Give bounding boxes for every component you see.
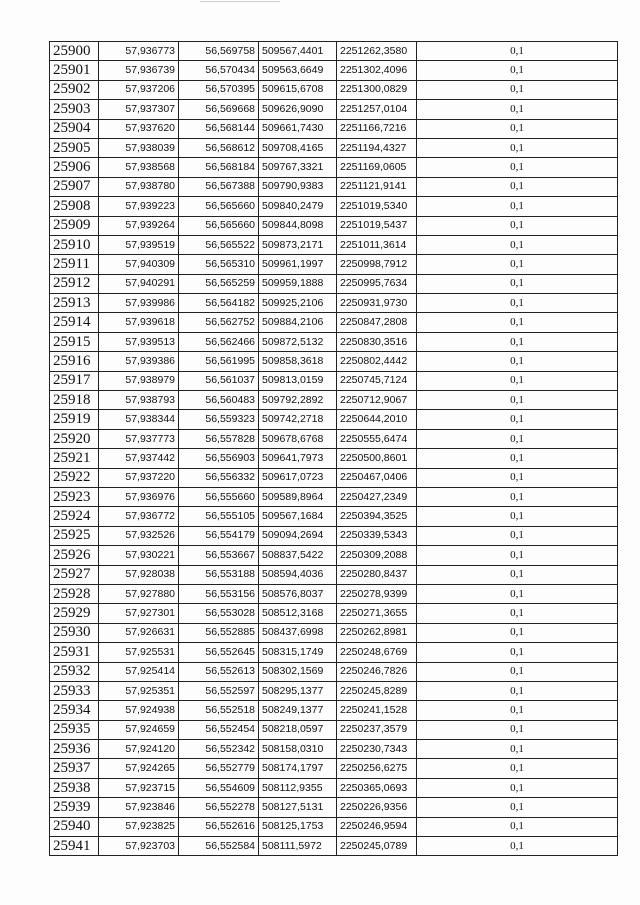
table-row [50,449,618,468]
y-coordinate-cell: 2250278,9399 [337,584,417,603]
table-row [50,274,618,293]
accuracy-cell: 0,1 [417,507,618,526]
point-number-cell: 25927 [50,565,99,584]
y-coordinate-cell: 2250246,9594 [337,817,417,836]
y-coordinate-cell: 2250467,0406 [337,468,417,487]
latitude-cell: 57,939513 [99,332,179,351]
table-row [50,197,618,216]
longitude-cell: 56,564182 [179,294,259,313]
x-coordinate-cell: 509563,6649 [259,61,337,80]
table-row [50,662,618,681]
latitude-cell: 57,939986 [99,294,179,313]
table-row [50,216,618,235]
accuracy-cell: 0,1 [417,720,618,739]
accuracy-cell: 0,1 [417,158,618,177]
y-coordinate-cell: 2251262,3580 [337,42,417,61]
table-row [50,119,618,138]
longitude-cell: 56,565660 [179,197,259,216]
accuracy-cell: 0,1 [417,42,618,61]
point-number-cell: 25900 [50,42,99,61]
y-coordinate-cell: 2250237,3579 [337,720,417,739]
accuracy-cell: 0,1 [417,681,618,700]
latitude-cell: 57,939386 [99,352,179,371]
longitude-cell: 56,565660 [179,216,259,235]
latitude-cell: 57,936976 [99,487,179,506]
longitude-cell: 56,570434 [179,61,259,80]
longitude-cell: 56,561037 [179,371,259,390]
table-row [50,604,618,623]
longitude-cell: 56,552584 [179,837,259,856]
table-row [50,100,618,119]
table-row [50,42,618,61]
table-row [50,546,618,565]
y-coordinate-cell: 2250262,8981 [337,623,417,642]
longitude-cell: 56,568144 [179,119,259,138]
x-coordinate-cell: 508594,4036 [259,565,337,584]
longitude-cell: 56,559323 [179,410,259,429]
accuracy-cell: 0,1 [417,662,618,681]
longitude-cell: 56,557828 [179,429,259,448]
accuracy-cell: 0,1 [417,177,618,196]
coordinates-table-body [50,42,618,856]
x-coordinate-cell: 508302,1569 [259,662,337,681]
point-number-cell: 25920 [50,429,99,448]
table-row [50,740,618,759]
latitude-cell: 57,924659 [99,720,179,739]
x-coordinate-cell: 509641,7973 [259,449,337,468]
longitude-cell: 56,565259 [179,274,259,293]
accuracy-cell: 0,1 [417,643,618,662]
table-row [50,80,618,99]
point-number-cell: 25916 [50,352,99,371]
latitude-cell: 57,937620 [99,119,179,138]
x-coordinate-cell: 509925,2106 [259,294,337,313]
accuracy-cell: 0,1 [417,759,618,778]
point-number-cell: 25903 [50,100,99,119]
y-coordinate-cell: 2250248,6769 [337,643,417,662]
y-coordinate-cell: 2250241,1528 [337,701,417,720]
point-number-cell: 25915 [50,332,99,351]
longitude-cell: 56,553188 [179,565,259,584]
y-coordinate-cell: 2250339,5343 [337,526,417,545]
point-number-cell: 25940 [50,817,99,836]
point-number-cell: 25917 [50,371,99,390]
x-coordinate-cell: 509961,1997 [259,255,337,274]
point-number-cell: 25925 [50,526,99,545]
x-coordinate-cell: 508112,9355 [259,778,337,797]
y-coordinate-cell: 2250998,7912 [337,255,417,274]
latitude-cell: 57,923703 [99,837,179,856]
point-number-cell: 25934 [50,701,99,720]
point-number-cell: 25936 [50,740,99,759]
accuracy-cell: 0,1 [417,391,618,410]
longitude-cell: 56,570395 [179,80,259,99]
latitude-cell: 57,927880 [99,584,179,603]
x-coordinate-cell: 509567,1684 [259,507,337,526]
longitude-cell: 56,565310 [179,255,259,274]
table-row [50,391,618,410]
x-coordinate-cell: 508315,1749 [259,643,337,662]
longitude-cell: 56,552597 [179,681,259,700]
x-coordinate-cell: 508437,6998 [259,623,337,642]
x-coordinate-cell: 509708,4165 [259,138,337,157]
point-number-cell: 25918 [50,391,99,410]
y-coordinate-cell: 2250500,8601 [337,449,417,468]
x-coordinate-cell: 508125,1753 [259,817,337,836]
latitude-cell: 57,938344 [99,410,179,429]
longitude-cell: 56,553156 [179,584,259,603]
point-number-cell: 25910 [50,235,99,254]
x-coordinate-cell: 508174,1797 [259,759,337,778]
accuracy-cell: 0,1 [417,701,618,720]
latitude-cell: 57,936772 [99,507,179,526]
longitude-cell: 56,553028 [179,604,259,623]
longitude-cell: 56,554609 [179,778,259,797]
latitude-cell: 57,924265 [99,759,179,778]
latitude-cell: 57,924120 [99,740,179,759]
longitude-cell: 56,555660 [179,487,259,506]
table-row [50,623,618,642]
longitude-cell: 56,552342 [179,740,259,759]
table-row [50,817,618,836]
longitude-cell: 56,552518 [179,701,259,720]
point-number-cell: 25941 [50,837,99,856]
longitude-cell: 56,569668 [179,100,259,119]
x-coordinate-cell: 508512,3168 [259,604,337,623]
longitude-cell: 56,562466 [179,332,259,351]
y-coordinate-cell: 2250394,3525 [337,507,417,526]
point-number-cell: 25931 [50,643,99,662]
longitude-cell: 56,565522 [179,235,259,254]
point-number-cell: 25911 [50,255,99,274]
y-coordinate-cell: 2251011,3614 [337,235,417,254]
x-coordinate-cell: 509661,7430 [259,119,337,138]
accuracy-cell: 0,1 [417,313,618,332]
table-row [50,778,618,797]
longitude-cell: 56,552645 [179,643,259,662]
accuracy-cell: 0,1 [417,138,618,157]
point-number-cell: 25906 [50,158,99,177]
table-row [50,759,618,778]
point-number-cell: 25932 [50,662,99,681]
accuracy-cell: 0,1 [417,410,618,429]
y-coordinate-cell: 2250280,8437 [337,565,417,584]
y-coordinate-cell: 2250309,2088 [337,546,417,565]
accuracy-cell: 0,1 [417,197,618,216]
latitude-cell: 57,938039 [99,138,179,157]
point-number-cell: 25921 [50,449,99,468]
top-rule-line [200,1,280,2]
y-coordinate-cell: 2250931,9730 [337,294,417,313]
accuracy-cell: 0,1 [417,235,618,254]
point-number-cell: 25924 [50,507,99,526]
y-coordinate-cell: 2250427,2349 [337,487,417,506]
y-coordinate-cell: 2250230,7343 [337,740,417,759]
point-number-cell: 25937 [50,759,99,778]
table-row [50,584,618,603]
point-number-cell: 25923 [50,487,99,506]
latitude-cell: 57,925414 [99,662,179,681]
accuracy-cell: 0,1 [417,584,618,603]
y-coordinate-cell: 2251019,5437 [337,216,417,235]
point-number-cell: 25905 [50,138,99,157]
table-row [50,255,618,274]
table-row [50,138,618,157]
longitude-cell: 56,552885 [179,623,259,642]
x-coordinate-cell: 509884,2106 [259,313,337,332]
latitude-cell: 57,923846 [99,798,179,817]
x-coordinate-cell: 509626,9090 [259,100,337,119]
accuracy-cell: 0,1 [417,294,618,313]
longitude-cell: 56,556332 [179,468,259,487]
coordinates-table [49,41,618,856]
y-coordinate-cell: 2250995,7634 [337,274,417,293]
latitude-cell: 57,939264 [99,216,179,235]
longitude-cell: 56,552779 [179,759,259,778]
x-coordinate-cell: 509858,3618 [259,352,337,371]
point-number-cell: 25907 [50,177,99,196]
point-number-cell: 25935 [50,720,99,739]
accuracy-cell: 0,1 [417,274,618,293]
accuracy-cell: 0,1 [417,352,618,371]
x-coordinate-cell: 509813,0159 [259,371,337,390]
table-row [50,177,618,196]
accuracy-cell: 0,1 [417,546,618,565]
y-coordinate-cell: 2251300,0829 [337,80,417,99]
point-number-cell: 25922 [50,468,99,487]
longitude-cell: 56,569758 [179,42,259,61]
point-number-cell: 25928 [50,584,99,603]
accuracy-cell: 0,1 [417,526,618,545]
table-row [50,681,618,700]
accuracy-cell: 0,1 [417,817,618,836]
longitude-cell: 56,554179 [179,526,259,545]
point-number-cell: 25901 [50,61,99,80]
y-coordinate-cell: 2251019,5340 [337,197,417,216]
longitude-cell: 56,567388 [179,177,259,196]
latitude-cell: 57,936773 [99,42,179,61]
y-coordinate-cell: 2250245,8289 [337,681,417,700]
y-coordinate-cell: 2251169,0605 [337,158,417,177]
point-number-cell: 25904 [50,119,99,138]
table-row [50,701,618,720]
latitude-cell: 57,939618 [99,313,179,332]
y-coordinate-cell: 2251302,4096 [337,61,417,80]
x-coordinate-cell: 509790,9383 [259,177,337,196]
x-coordinate-cell: 509742,2718 [259,410,337,429]
x-coordinate-cell: 509873,2171 [259,235,337,254]
point-number-cell: 25930 [50,623,99,642]
point-number-cell: 25938 [50,778,99,797]
y-coordinate-cell: 2251194,4327 [337,138,417,157]
accuracy-cell: 0,1 [417,468,618,487]
y-coordinate-cell: 2250830,3516 [337,332,417,351]
x-coordinate-cell: 509589,8964 [259,487,337,506]
accuracy-cell: 0,1 [417,740,618,759]
y-coordinate-cell: 2251166,7216 [337,119,417,138]
x-coordinate-cell: 509615,6708 [259,80,337,99]
longitude-cell: 56,556903 [179,449,259,468]
y-coordinate-cell: 2250745,7124 [337,371,417,390]
latitude-cell: 57,940309 [99,255,179,274]
accuracy-cell: 0,1 [417,332,618,351]
y-coordinate-cell: 2250847,2808 [337,313,417,332]
table-row [50,565,618,584]
longitude-cell: 56,552616 [179,817,259,836]
table-row [50,235,618,254]
table-row [50,410,618,429]
y-coordinate-cell: 2250245,0789 [337,837,417,856]
latitude-cell: 57,926631 [99,623,179,642]
table-row [50,507,618,526]
accuracy-cell: 0,1 [417,216,618,235]
accuracy-cell: 0,1 [417,100,618,119]
accuracy-cell: 0,1 [417,565,618,584]
table-row [50,643,618,662]
accuracy-cell: 0,1 [417,837,618,856]
longitude-cell: 56,568184 [179,158,259,177]
accuracy-cell: 0,1 [417,798,618,817]
y-coordinate-cell: 2251121,9141 [337,177,417,196]
latitude-cell: 57,936739 [99,61,179,80]
x-coordinate-cell: 509567,4401 [259,42,337,61]
y-coordinate-cell: 2251257,0104 [337,100,417,119]
y-coordinate-cell: 2250256,6275 [337,759,417,778]
accuracy-cell: 0,1 [417,778,618,797]
x-coordinate-cell: 509872,5132 [259,332,337,351]
table-row [50,720,618,739]
accuracy-cell: 0,1 [417,255,618,274]
latitude-cell: 57,937220 [99,468,179,487]
longitude-cell: 56,553667 [179,546,259,565]
latitude-cell: 57,925351 [99,681,179,700]
y-coordinate-cell: 2250365,0693 [337,778,417,797]
x-coordinate-cell: 508218,0597 [259,720,337,739]
point-number-cell: 25908 [50,197,99,216]
table-row [50,526,618,545]
latitude-cell: 57,925531 [99,643,179,662]
longitude-cell: 56,562752 [179,313,259,332]
x-coordinate-cell: 508295,1377 [259,681,337,700]
latitude-cell: 57,939519 [99,235,179,254]
accuracy-cell: 0,1 [417,623,618,642]
x-coordinate-cell: 509617,0723 [259,468,337,487]
x-coordinate-cell: 509792,2892 [259,391,337,410]
latitude-cell: 57,939223 [99,197,179,216]
longitude-cell: 56,552613 [179,662,259,681]
point-number-cell: 25919 [50,410,99,429]
x-coordinate-cell: 509959,1888 [259,274,337,293]
point-number-cell: 25902 [50,80,99,99]
latitude-cell: 57,940291 [99,274,179,293]
latitude-cell: 57,932526 [99,526,179,545]
y-coordinate-cell: 2250226,9356 [337,798,417,817]
latitude-cell: 57,923715 [99,778,179,797]
latitude-cell: 57,937206 [99,80,179,99]
point-number-cell: 25929 [50,604,99,623]
x-coordinate-cell: 509840,2479 [259,197,337,216]
y-coordinate-cell: 2250271,3655 [337,604,417,623]
latitude-cell: 57,938793 [99,391,179,410]
point-number-cell: 25914 [50,313,99,332]
table-row [50,352,618,371]
x-coordinate-cell: 508249,1377 [259,701,337,720]
table-row [50,313,618,332]
point-number-cell: 25939 [50,798,99,817]
table-row [50,61,618,80]
latitude-cell: 57,930221 [99,546,179,565]
x-coordinate-cell: 508576,8037 [259,584,337,603]
accuracy-cell: 0,1 [417,604,618,623]
x-coordinate-cell: 509094,2694 [259,526,337,545]
table-row [50,837,618,856]
y-coordinate-cell: 2250802,4442 [337,352,417,371]
latitude-cell: 57,937442 [99,449,179,468]
latitude-cell: 57,938780 [99,177,179,196]
latitude-cell: 57,937773 [99,429,179,448]
table-row [50,487,618,506]
longitude-cell: 56,555105 [179,507,259,526]
longitude-cell: 56,560483 [179,391,259,410]
table-row [50,294,618,313]
table-row [50,429,618,448]
latitude-cell: 57,928038 [99,565,179,584]
longitude-cell: 56,552278 [179,798,259,817]
latitude-cell: 57,927301 [99,604,179,623]
table-row [50,332,618,351]
accuracy-cell: 0,1 [417,61,618,80]
accuracy-cell: 0,1 [417,80,618,99]
point-number-cell: 25926 [50,546,99,565]
y-coordinate-cell: 2250246,7826 [337,662,417,681]
table-row [50,371,618,390]
y-coordinate-cell: 2250555,6474 [337,429,417,448]
latitude-cell: 57,924938 [99,701,179,720]
table-row [50,158,618,177]
latitude-cell: 57,938568 [99,158,179,177]
longitude-cell: 56,568612 [179,138,259,157]
longitude-cell: 56,561995 [179,352,259,371]
x-coordinate-cell: 508111,5972 [259,837,337,856]
x-coordinate-cell: 509678,6768 [259,429,337,448]
accuracy-cell: 0,1 [417,429,618,448]
point-number-cell: 25933 [50,681,99,700]
table-row [50,798,618,817]
accuracy-cell: 0,1 [417,449,618,468]
accuracy-cell: 0,1 [417,487,618,506]
latitude-cell: 57,937307 [99,100,179,119]
x-coordinate-cell: 508837,5422 [259,546,337,565]
x-coordinate-cell: 509844,8098 [259,216,337,235]
accuracy-cell: 0,1 [417,371,618,390]
x-coordinate-cell: 508127,5131 [259,798,337,817]
accuracy-cell: 0,1 [417,119,618,138]
latitude-cell: 57,923825 [99,817,179,836]
y-coordinate-cell: 2250644,2010 [337,410,417,429]
point-number-cell: 25909 [50,216,99,235]
table-row [50,468,618,487]
latitude-cell: 57,938979 [99,371,179,390]
x-coordinate-cell: 508158,0310 [259,740,337,759]
point-number-cell: 25913 [50,294,99,313]
x-coordinate-cell: 509767,3321 [259,158,337,177]
point-number-cell: 25912 [50,274,99,293]
longitude-cell: 56,552454 [179,720,259,739]
y-coordinate-cell: 2250712,9067 [337,391,417,410]
